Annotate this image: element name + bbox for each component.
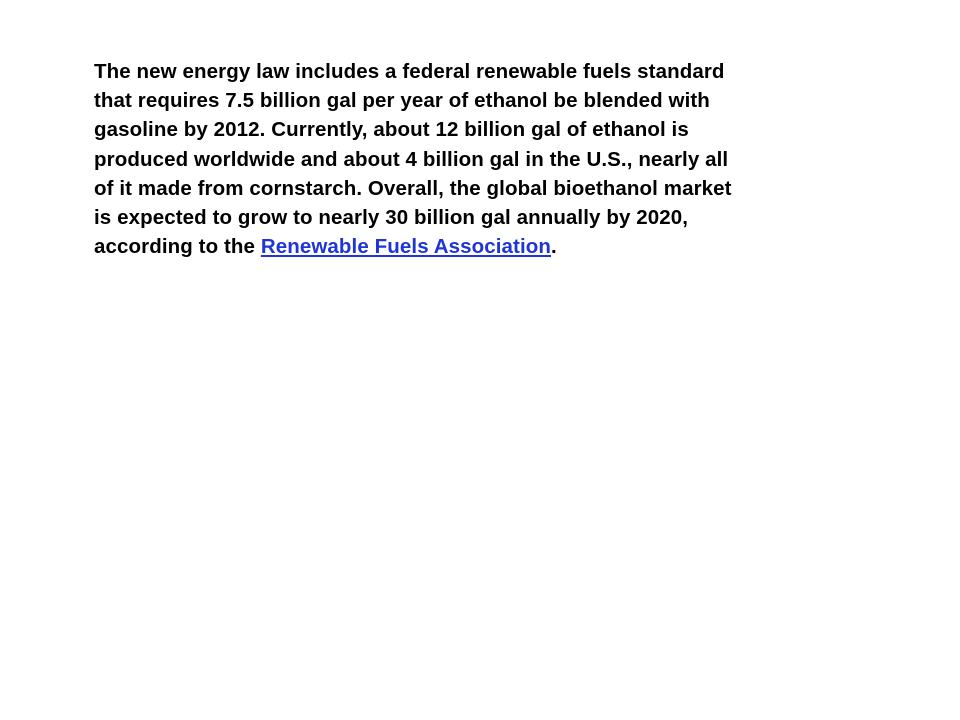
- paragraph-line-5: of it made from cornstarch. Overall, the global bioethanol market: [94, 176, 732, 200]
- paragraph-line-3: gasoline by 2012. Currently, about 12 billion gal of ethanol is: [94, 118, 689, 142]
- paragraph-line-6: is expected to grow to nearly 30 billion gal annually by 2020,: [94, 206, 689, 230]
- last-line-suffix: .: [551, 235, 557, 259]
- body-paragraph: [94, 57, 844, 261]
- paragraph-line-7: [94, 232, 844, 261]
- paragraph-line-1: The new energy law includes a federal renewable fuels standard: [94, 60, 725, 83]
- last-line-prefix: according to the: [94, 235, 261, 259]
- renewable-fuels-association-link[interactable]: Renewable Fuels Association: [260, 235, 552, 259]
- paragraph-line-2: that requires 7.5 billion gal per year of ethanol be blended with: [94, 89, 710, 113]
- paragraph-line-4: produced worldwide and about 4 billion gal in the U.S., nearly all: [94, 147, 729, 171]
